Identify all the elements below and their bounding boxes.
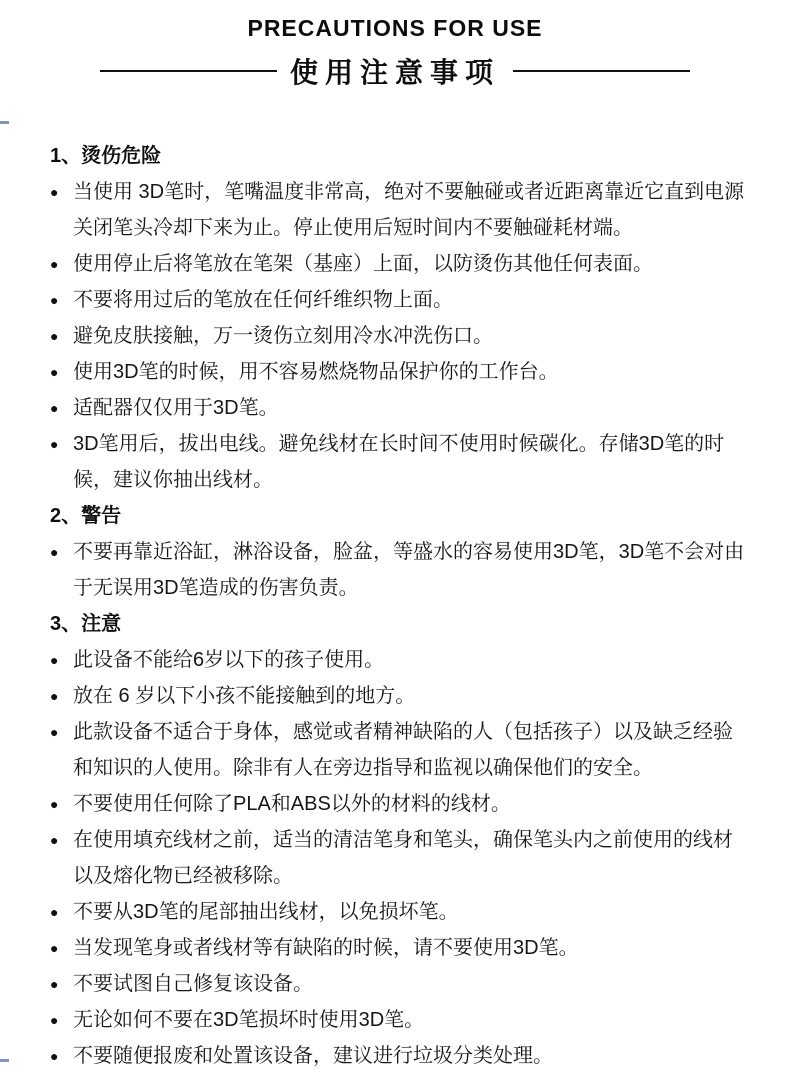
divider-line-left [100, 70, 277, 72]
bullet-item [50, 1002, 746, 1038]
bullet-item [50, 318, 746, 354]
bullet-text: 3D笔用后，拔出电线。避免线材在长时间不使用时候碳化。存储3D笔的时候，建议你抽出线材。 [73, 433, 725, 491]
precautions-list [0, 138, 790, 1074]
bullet-icon: ● [50, 400, 59, 416]
bullet-text: 在使用填充线材之前，适当的清洁笔身和笔头，确保笔头内之前使用的线材以及熔化物已经被移除。 [73, 829, 733, 887]
page-header [0, 0, 790, 91]
bullet-item [50, 930, 746, 966]
bullet-icon: ● [50, 1048, 59, 1064]
bullet-icon: ● [50, 652, 59, 668]
bullet-item [50, 894, 746, 930]
bullet-text: 放在 6 岁以下小孩不能接触到的地方。 [73, 685, 416, 707]
bullet-text: 此款设备不适合于身体，感觉或者精神缺陷的人（包括孩子）以及缺乏经验和知识的人使用。除非有人在旁边指导和监视以确保他们的安全。 [73, 721, 733, 779]
bullet-icon: ● [50, 184, 59, 200]
bullet-icon: ● [50, 364, 59, 380]
bullet-item [50, 174, 746, 246]
bullet-item [50, 534, 746, 606]
bullet-text: 适配器仅仅用于3D笔。 [73, 397, 279, 419]
bullet-text: 不要再靠近浴缸，淋浴设备，脸盆，等盛水的容易使用3D笔，3D笔不会对由于无误用3D笔造成的伤害负责。 [73, 541, 745, 599]
bullet-text: 使用3D笔的时候，用不容易燃烧物品保护你的工作台。 [73, 361, 559, 383]
bullet-icon: ● [50, 544, 59, 560]
bullet-item [50, 1038, 746, 1074]
bullet-text: 不要试图自己修复该设备。 [73, 973, 313, 995]
bullet-text: 不要使用任何除了PLA和ABS以外的材料的线材。 [73, 793, 511, 815]
bullet-item [50, 426, 746, 498]
bullet-text: 使用停止后将笔放在笔架（基座）上面，以防烫伤其他任何表面。 [73, 253, 653, 275]
bullet-icon: ● [50, 1012, 59, 1028]
section-heading-1: 1、烫伤危险 [50, 145, 162, 167]
bullet-icon: ● [50, 904, 59, 920]
bullet-icon: ● [50, 436, 59, 452]
bullet-text: 避免皮肤接触，万一烫伤立刻用冷水冲洗伤口。 [73, 325, 493, 347]
bullet-icon: ● [50, 940, 59, 956]
page-title-divider-row [0, 51, 790, 91]
bullet-item [50, 282, 746, 318]
scan-artifact-top [0, 121, 9, 124]
bullet-item [50, 354, 746, 390]
bullet-icon: ● [50, 292, 59, 308]
page-title-chinese: 使用注意事项 [289, 57, 500, 88]
bullet-text: 当发现笔身或者线材等有缺陷的时候，请不要使用3D笔。 [73, 937, 579, 959]
section-heading-3: 3、注意 [50, 613, 122, 635]
section-heading-2: 2、警告 [50, 505, 122, 527]
bullet-icon: ● [50, 796, 59, 812]
bullet-icon: ● [50, 256, 59, 272]
bullet-text: 无论如何不要在3D笔损坏时使用3D笔。 [73, 1009, 425, 1031]
bullet-item [50, 246, 746, 282]
bullet-item [50, 642, 746, 678]
bullet-item [50, 390, 746, 426]
divider-line-right [513, 70, 690, 72]
bullet-item [50, 822, 746, 894]
page-title-english: PRECAUTIONS FOR USE [247, 15, 543, 41]
bullet-text: 不要从3D笔的尾部抽出线材，以免损坏笔。 [73, 901, 459, 923]
bullet-text: 当使用 3D笔时，笔嘴温度非常高，绝对不要触碰或者近距离靠近它直到电源关闭笔头冷却下来为止。停止使用后短时间内不要触碰耗材端。 [73, 181, 745, 239]
bullet-icon: ● [50, 688, 59, 704]
bullet-icon: ● [50, 724, 59, 740]
bullet-icon: ● [50, 328, 59, 344]
scan-artifact-bottom [0, 1059, 9, 1062]
bullet-item [50, 714, 746, 786]
bullet-icon: ● [50, 976, 59, 992]
bullet-item [50, 786, 746, 822]
bullet-item [50, 966, 746, 1002]
bullet-text: 此设备不能给6岁以下的孩子使用。 [73, 649, 385, 671]
bullet-text: 不要将用过后的笔放在任何纤维织物上面。 [73, 289, 453, 311]
bullet-item [50, 678, 746, 714]
bullet-text: 不要随便报废和处置该设备，建议进行垃圾分类处理。 [73, 1045, 553, 1067]
bullet-icon: ● [50, 832, 59, 848]
